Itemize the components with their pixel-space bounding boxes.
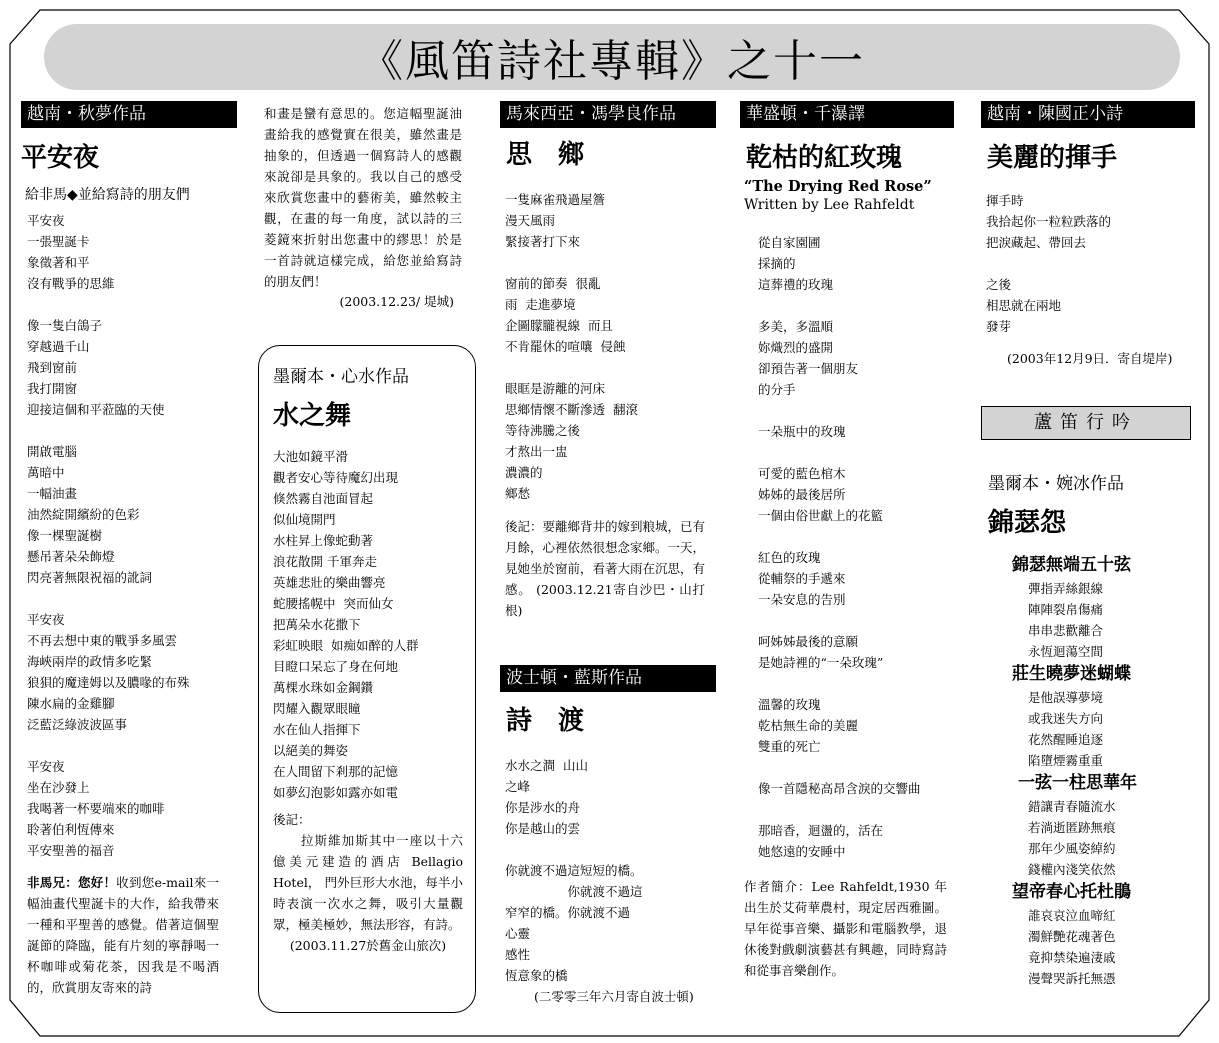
poem-line: 沒有戰爭的思維 [27,276,115,291]
poem-line: 以絕美的舞姿 [273,743,349,758]
column-2-continued [264,103,462,312]
poem-line: 觀者安心等待魔幻出現 [273,470,399,485]
poem-line: 萬暗中 [27,465,65,480]
poem-line [505,252,716,273]
poem-line: 花然醒睡追逐 [1028,732,1104,747]
poem-line: 妳熾烈的盛開 [758,340,834,355]
poem-line [758,526,954,547]
poem-line: 你就渡不過這 [505,884,643,899]
poem-line: 你就渡不過這短短的橋。 [505,863,643,878]
poem-line [758,295,954,316]
sub-poem-title: 錦瑟怨 [988,508,1067,538]
dedication: 給非馬◆並給寫詩的朋友們 [25,187,190,203]
poem-line: 相思就在兩地 [986,298,1062,313]
column-tran-quoc-chinh [981,101,1195,367]
letter-greeting: 非馬兄：您好！ [27,875,117,890]
poem-line: 你是涉水的舟 [505,800,581,815]
poem-line: 一朵安息的告別 [758,592,846,607]
stanza-lines [1028,687,1198,771]
poem-line: 那年少風姿綽約 [1028,841,1116,856]
stanza-list [988,553,1198,989]
poem-line: 鄉愁 [505,486,531,501]
poem-line [27,294,237,315]
poem-line [758,610,954,631]
poem-line: 一隻麻雀飛過屋簷 [505,192,606,207]
poem-lines [986,190,1195,337]
column-autumn-dream [21,101,237,998]
author-bio: 作者簡介：Lee Rahfeldt,1930 年出生於艾荷華農村，現定居西雅圖。早年從事音樂、攝影和電腦教學，退休後對戲劇演藝甚有興趣，同時寫詩和從事音樂創作。 [744,879,947,978]
poem-line: 飛到窗前 [27,360,78,375]
poem-line [27,588,237,609]
poem-line: 感性 [505,947,531,962]
poem-line: 平安夜 [27,759,65,774]
poem-line: 陳水扁的金雞腳 [27,696,115,711]
poem-line: 坐在沙發上 [27,780,90,795]
poem-line: 是她詩裡的“一朵玫瑰” [758,655,884,670]
poem-title: 美麗的揮手 [987,143,1118,173]
stanza-heading: 錦瑟無端五十弦 [1012,555,1131,575]
poem-signature-2: (二零零三年六月寄自波士頓) [534,989,694,1004]
poem-line: 水柱昇上像蛇動著 [273,533,374,548]
poem-line: 倏然霧自池面冒起 [273,491,374,506]
poem-line: 在人間留下剎那的記憶 [273,764,399,779]
poem-line: 我打開窗 [27,381,78,396]
poem-line: 懸吊著朵朵飾燈 [27,549,115,564]
letter-signature: (2003.12.23/ 堤城) [339,294,454,309]
poem-line: 水水之澗 山山 [505,758,588,773]
poem-line: 狼狽的魔達姆以及膿喙的布殊 [27,675,190,690]
poem-line: 恆意象的橋 [505,968,568,983]
box-author: 墨爾本・心水作品 [273,367,409,387]
poem-line: 一張聖誕卡 [27,234,90,249]
poem-line: 你是越山的雲 [505,821,581,836]
english-title: “The Drying Red Rose” [744,178,932,195]
poem-line: 企圖朦朧視線 而且 [505,318,613,333]
poem-line: 大池如鏡平滑 [273,449,349,464]
poem-line: 平安夜 [27,612,65,627]
poem-line: 多美，多溫順 [758,319,834,334]
poem-line: 眼眶是游離的河床 [505,381,606,396]
author-header-2: 波士頓・藍斯作品 [500,665,716,692]
poem-lines [27,210,237,861]
poem-line: 如夢幻泡影如露亦如電 [273,785,399,800]
poem-line: 萬棵水珠如金鋼鑽 [273,680,374,695]
stanza-lines [1028,905,1198,989]
poem-line: 開啟電腦 [27,444,78,459]
poem-line: 泛藍泛綠波波區事 [27,717,128,732]
sub-author: 墨爾本・婉冰作品 [988,474,1124,494]
poem-line: 彩虹映眼 如痴如醉的人群 [273,638,419,653]
poem-line: 平安夜 [27,213,65,228]
stanza-heading: 望帝春心托杜鵑 [1012,882,1131,902]
page-title: 《風笛詩社專輯》之十一 [359,36,865,87]
author-header: 越南・秋夢作品 [21,101,237,128]
reed-flute-section-label: 蘆笛行吟 [981,406,1191,440]
poem-line: 之後 [986,277,1012,292]
poem-line: 乾枯無生命的美麗 [758,718,859,733]
poem-line: 或我迷失方向 [1028,711,1104,726]
poem-line: 浪花散開 千軍奔走 [273,554,377,569]
author-header: 越南・陳國正小詩 [981,101,1195,128]
poem-line: 呵姊姊最後的意願 [758,634,859,649]
column-uyen-bang [988,469,1198,989]
poem-line: 永恆迴蕩空間 [1028,644,1104,659]
poem-line: 漫天風雨 [505,213,556,228]
poem-line: 穿越過千山 [27,339,90,354]
poem-title: 思 鄉 [506,140,585,170]
author-header: 馬來西亞・馮學良作品 [500,101,716,128]
poem-line: 窄窄的橋。你就渡不過 [505,905,631,920]
poem-line: 閃耀入觀眾眼瞳 [273,701,361,716]
poem-line: 漫聲哭訴托無憑 [1028,971,1116,986]
poem-line: 目瞪口呆忘了身在何地 [273,659,399,674]
poem-line: 像一棵聖誕樹 [27,528,103,543]
poem-line: 的分手 [758,382,796,397]
poem-line: 這葬禮的玫瑰 [758,277,834,292]
poem-line: 之峰 [505,779,531,794]
poem-line: 雨 走進夢境 [505,297,576,312]
poem-line [758,757,954,778]
poem-line: 可愛的藍色棺木 [758,466,846,481]
poem-line: 彈指弄絲銀線 [1028,581,1104,596]
poem-line [758,400,954,421]
poem-line: 竟抑禁染遍淒戚 [1028,950,1116,965]
poem-line: 從自家園圃 [758,235,821,250]
poem-line: 一個由俗世獻上的花籃 [758,508,884,523]
continued-letter-text: 和畫是蠻有意思的。您這幅聖誕油畫給我的感覺實在很美，雖然畫是抽象的，但透過一個寫詩人的感觀來說卻是具象的。我以自己的感受來欣賞您畫中的藝術美，雖然較主觀，在畫的每一角度，試以詩的三菱鏡來折射出您畫中的繆思！於是一首詩就這樣完成，給您並給寫詩的朋友們！ [264,106,462,289]
poem-line: 像一首隱秘高昂含淚的交響曲 [758,781,921,796]
poem-line: 不再去想中東的戰爭多風雲 [27,633,178,648]
poem-line: 我拾起你一粒粒跌落的 [986,214,1112,229]
poem-line [505,839,716,860]
box-poem-lines [273,446,463,803]
poem-note: 後記：要離鄉背井的嫁到粮城，已有月餘，心裡依然很想念家鄉。一天，見她坐於窗前，看著大雨在沉思，有感。 (2003.12.21寄自沙巴・山打根) [505,519,706,618]
poem-line: 發芽 [986,319,1012,334]
poem-line [758,442,954,463]
poem-line: 才熬出一盅 [505,444,568,459]
poem-line: 聆著伯利恆傳來 [27,822,115,837]
title-banner [44,24,1180,90]
poem-line [505,357,716,378]
poem-title-2: 詩 渡 [506,706,585,736]
written-by: Written by Lee Rahfeldt [744,197,915,213]
poem-signature: (2003年12月9日．寄自堤岸) [1007,351,1173,366]
poem-line: 濁鮮艷花魂著色 [1028,929,1116,944]
poem-line: 水在仙人指揮下 [273,722,361,737]
poem-line: 窗前的節奏 很亂 [505,276,601,291]
poem-lines [505,189,716,504]
poem-line: 誰哀哀泣血啼紅 [1028,908,1116,923]
poem-title: 乾枯的紅玫瑰 [746,143,903,173]
poem-line [758,799,954,820]
poem-line: 紅色的玫瑰 [758,550,821,565]
poem-line: 雙重的死亡 [758,739,821,754]
poem-line: 卻預告著一個朋友 [758,361,859,376]
box-signature: (2003.11.27於舊金山旅次) [289,938,447,953]
poem-line: 英雄悲壯的樂曲響亮 [273,575,386,590]
poem-line [27,735,237,756]
poem-line: 迎接這個和平蒞臨的天使 [27,402,165,417]
poem-line [758,673,954,694]
column-washington [740,101,954,981]
poem-line: 不肯罷休的喧嚷 侵蝕 [505,339,626,354]
poem-lines-2 [505,755,716,986]
poem-line: 串串悲歡離合 [1028,623,1104,638]
column-boston [500,665,716,1007]
author-header: 華盛頓・千瀑譯 [740,101,954,128]
poem-line [27,420,237,441]
poem-line: 象徵著和平 [27,255,90,270]
poem-line: 她悠遠的安睡中 [758,844,846,859]
letter-text: 收到您e-mail來一幅油畫代聖誕卡的大作，給我帶來一種和平聖善的感覺。借著這個聖誕節的降臨，能有片刻的寧靜喝一杯咖啡或菊花茶，因我是不喝酒的，欣賞朋友寄來的詩 [27,875,219,995]
box-poem-title: 水之舞 [273,401,352,431]
poem-line: 把萬朵水花撒下 [273,617,361,632]
poem-line: 陷墮煙霧重重 [1028,753,1104,768]
poem-line: 平安聖善的福音 [27,843,115,858]
poem-line: 揮手時 [986,193,1024,208]
poem-line: 蛇腰搖幌中 突而仙女 [273,596,394,611]
poem-line: 油然綻開繽紛的色彩 [27,507,140,522]
poem-line: 陣陣裂帛傷痛 [1028,602,1104,617]
poem-line: 把淚藏起、帶回去 [986,235,1087,250]
poem-line: 我喝著一杯要端來的咖啡 [27,801,165,816]
poem-title: 平安夜 [21,143,100,173]
poem-line: 一幅油畫 [27,486,78,501]
stanza-lines [1028,578,1198,662]
poem-lines [758,232,954,862]
column-malaysia [500,101,716,621]
poem-line: 若淌逝匿跡無痕 [1028,820,1116,835]
poem-line: 姊姊的最後居所 [758,487,846,502]
stanza-lines [1028,796,1198,880]
poem-line: 海峽兩岸的政情多吃緊 [27,654,153,669]
poem-line: 錢權內淺笑依然 [1028,862,1116,877]
poem-line: 思鄉情懷不斷滲透 翻滾 [505,402,638,417]
poem-line: 溫馨的玫瑰 [758,697,821,712]
poem-line: 從輔祭的手遞來 [758,571,846,586]
poem-line: 緊接著打下來 [505,234,581,249]
poem-line: 等待沸騰之後 [505,423,581,438]
stanza-heading: 一弦一柱思華年 [1018,773,1137,793]
water-dance-box [258,345,476,1013]
poem-line: 一朵瓶中的玫瑰 [758,424,846,439]
poem-line: 濃濃的 [505,465,543,480]
poem-line: 心靈 [505,926,531,941]
poem-line: 那暗香，迴盪的，活在 [758,823,884,838]
poem-line: 像一隻白鴿子 [27,318,103,333]
letter-paragraph [27,872,219,998]
postscript-label: 後記： [273,812,311,827]
stanza-heading: 莊生曉夢迷蝴蝶 [1012,664,1131,684]
poem-line: 閃亮著無限祝福的訛詞 [27,570,153,585]
poem-line: 採摘的 [758,256,796,271]
poem-line: 似仙境開門 [273,512,336,527]
poem-line: 是他誤導夢境 [1028,690,1104,705]
poem-line [986,253,1195,274]
postscript-text: 拉斯維加斯其中一座以十六億美元建造的酒店 Bellagio Hotel， 門外巨形大水池，每半小時表演一次水之舞，吸引大量觀眾，極美極妙，無法形容，有詩。 [273,833,463,932]
poem-line: 錯讓青春隨流水 [1028,799,1116,814]
